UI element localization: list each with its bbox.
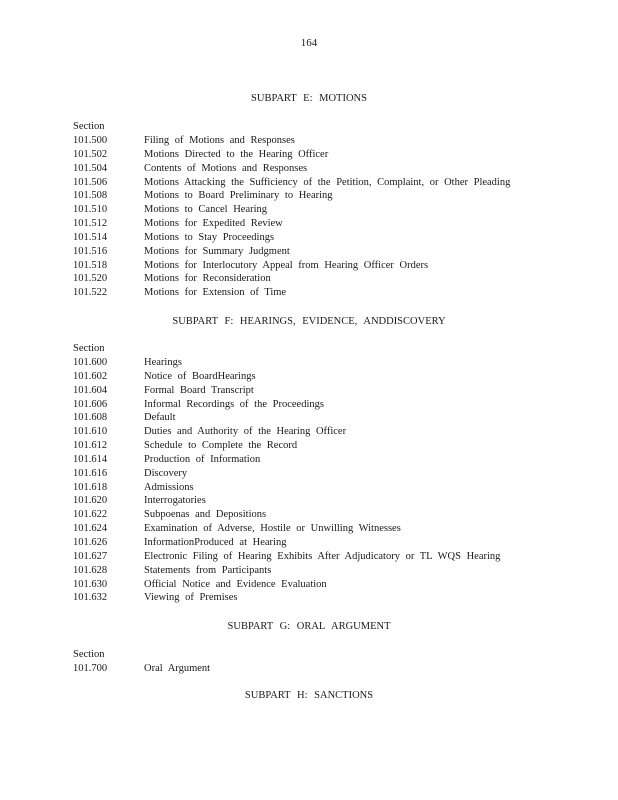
section-title: Formal Board Transcript <box>144 384 254 396</box>
toc-entry <box>73 259 593 273</box>
page-number: 164 <box>300 37 318 49</box>
section-number: 101.510 <box>73 204 108 216</box>
section-title: Official Notice and Evidence Evaluation <box>144 578 327 590</box>
section-number: 101.512 <box>73 218 108 230</box>
section-title: Motions to Cancel Hearing <box>144 204 268 216</box>
section-number: 101.618 <box>73 481 108 493</box>
section-title: Admissions <box>144 481 194 493</box>
section-number: 101.600 <box>73 357 108 368</box>
section-title: Examination of Adverse, Hostile or Unwilling Witnesses <box>144 523 401 535</box>
section-number: 101.616 <box>73 467 108 479</box>
toc-entry <box>73 550 593 564</box>
section-title: Motions to Stay Proceedings <box>144 231 275 243</box>
section-title: Hearings <box>144 357 182 368</box>
subpart-e-entry-list <box>73 134 593 300</box>
toc-entry <box>73 148 593 162</box>
section-number: 101.610 <box>73 426 108 438</box>
section-title: Notice of BoardHearings <box>144 370 256 382</box>
section-title: Informal Recordings of the Proceedings <box>144 398 324 410</box>
section-number: 101.626 <box>73 536 108 548</box>
section-title: Motions for Interlocutory Appeal from Hearing Officer Orders <box>144 259 429 271</box>
toc-entry <box>73 203 593 217</box>
section-title: Oral Argument <box>144 663 211 674</box>
section-number: 101.624 <box>73 523 108 535</box>
section-title: Motions for Summary Judgment <box>144 245 290 257</box>
toc-entry <box>73 508 593 522</box>
section-title: Viewing of Premises <box>144 592 238 604</box>
subpart-h-heading: SUBPART H: SANCTIONS <box>244 690 374 701</box>
toc-entry <box>73 162 593 176</box>
section-title: Interrogatories <box>144 495 206 507</box>
subpart-f-heading: SUBPART F: HEARINGS, EVIDENCE, ANDDISCOVERY <box>172 316 446 327</box>
toc-entry <box>73 453 593 467</box>
section-number: 101.632 <box>73 592 108 604</box>
toc-entry <box>73 217 593 231</box>
section-number: 101.700 <box>73 663 108 674</box>
section-number: 101.628 <box>73 564 108 576</box>
section-label: Section <box>73 343 105 354</box>
toc-entry <box>73 439 593 453</box>
section-number: 101.630 <box>73 578 108 590</box>
toc-entry <box>73 384 593 398</box>
toc-entry <box>73 134 593 148</box>
section-title: Default <box>144 412 176 424</box>
section-label: Section <box>73 649 105 660</box>
section-number: 101.627 <box>73 550 108 562</box>
section-number: 101.508 <box>73 190 108 202</box>
toc-entry <box>73 189 593 203</box>
section-title: Motions Directed to the Hearing Officer <box>144 148 329 160</box>
section-number: 101.608 <box>73 412 108 424</box>
toc-entry <box>73 272 593 286</box>
toc-entry <box>73 564 593 578</box>
section-title: Motions to Board Preliminary to Hearing <box>144 190 333 202</box>
section-number: 101.502 <box>73 148 108 160</box>
section-number: 101.620 <box>73 495 108 507</box>
toc-entry <box>73 398 593 412</box>
section-title: InformationProduced at Hearing <box>144 536 287 548</box>
section-number: 101.604 <box>73 384 108 396</box>
section-title: Statements from Participants <box>144 564 272 576</box>
section-title: Motions for Reconsideration <box>144 273 271 285</box>
section-title: Filing of Motions and Responses <box>144 135 295 146</box>
toc-entry <box>73 662 593 676</box>
section-number: 101.504 <box>73 162 108 174</box>
section-number: 101.516 <box>73 245 108 257</box>
toc-entry <box>73 536 593 550</box>
toc-entry <box>73 425 593 439</box>
section-title: Production of Information <box>144 453 261 465</box>
toc-entry <box>73 176 593 190</box>
section-number: 101.614 <box>73 453 108 465</box>
section-title: Motions for Extension of Time <box>144 287 287 299</box>
subpart-g-entry-list <box>73 662 593 676</box>
toc-entry <box>73 370 593 384</box>
section-number: 101.622 <box>73 509 108 521</box>
section-title: Subpoenas and Depositions <box>144 509 267 521</box>
toc-entry <box>73 411 593 425</box>
section-number: 101.500 <box>73 135 108 146</box>
toc-entry <box>73 231 593 245</box>
toc-entry <box>73 522 593 536</box>
section-title: Motions for Expedited Review <box>144 218 283 230</box>
toc-entry <box>73 356 593 370</box>
section-number: 101.606 <box>73 398 108 410</box>
toc-entry <box>73 591 593 605</box>
section-number: 101.522 <box>73 287 108 299</box>
subpart-f-entry-list <box>73 356 593 605</box>
toc-entry <box>73 578 593 592</box>
section-title: Schedule to Complete the Record <box>144 440 298 452</box>
section-title: Duties and Authority of the Hearing Officer <box>144 426 347 438</box>
toc-entry <box>73 467 593 481</box>
section-number: 101.518 <box>73 259 108 271</box>
section-number: 101.506 <box>73 176 108 188</box>
subpart-g-heading: SUBPART G: ORAL ARGUMENT <box>227 621 391 632</box>
section-title: Discovery <box>144 467 188 479</box>
section-number: 101.520 <box>73 273 108 285</box>
section-title: Contents of Motions and Responses <box>144 162 308 174</box>
section-title: Motions Attacking the Sufficiency of the Petition, Complaint, or Other Pleading <box>144 176 511 188</box>
toc-entry <box>73 494 593 508</box>
section-title: Electronic Filing of Hearing Exhibits After Adjudicatory or TL WQS Hearing <box>144 550 501 562</box>
toc-entry <box>73 245 593 259</box>
toc-entry <box>73 481 593 495</box>
section-number: 101.612 <box>73 440 108 452</box>
section-number: 101.602 <box>73 370 108 382</box>
subpart-e-heading: SUBPART E: MOTIONS <box>251 93 367 104</box>
section-label: Section <box>73 121 105 132</box>
toc-entry <box>73 286 593 300</box>
section-number: 101.514 <box>73 231 108 243</box>
